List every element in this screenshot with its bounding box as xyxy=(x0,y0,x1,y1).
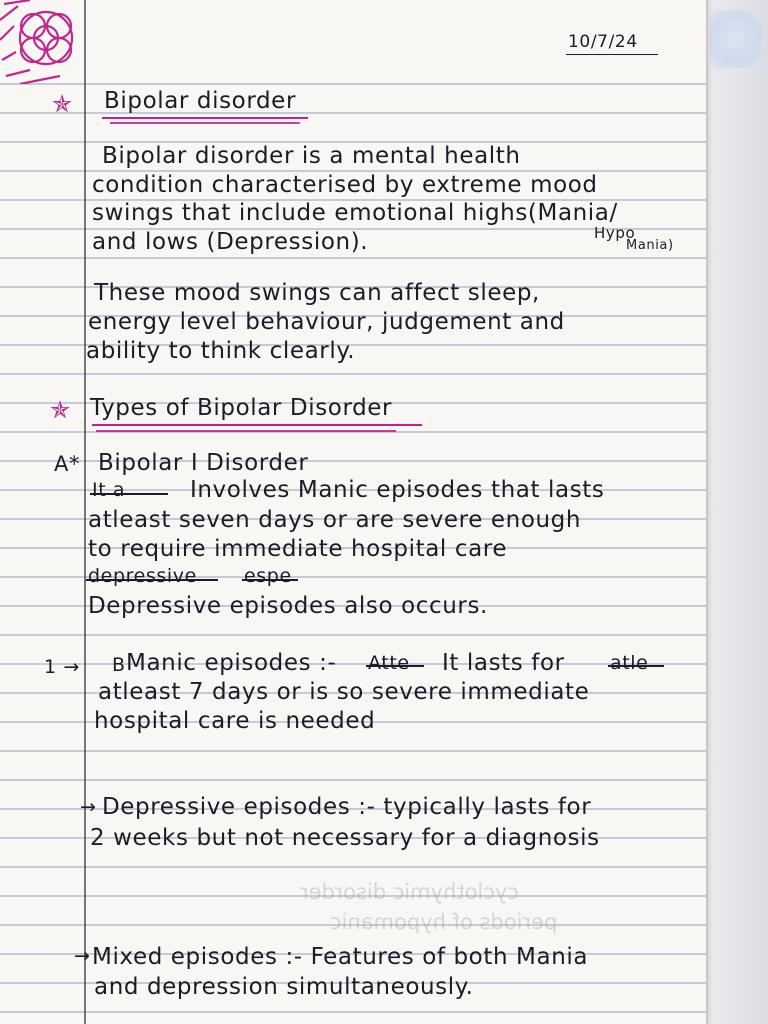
manic-strike1: Atte xyxy=(368,652,410,674)
depressive-marker: → xyxy=(80,796,97,818)
bipolar1-title: Bipolar I Disorder xyxy=(98,450,309,476)
para1-line3: swings that include emotional highs(Mania/ xyxy=(92,200,618,226)
star-icon: ✯ xyxy=(50,396,71,424)
background-object xyxy=(710,10,762,68)
bipolar1-strike2: depressive xyxy=(88,565,197,587)
heading-bipolar-disorder: Bipolar disorder xyxy=(104,88,296,114)
strike-line xyxy=(366,665,424,667)
heading2-underline-second xyxy=(96,430,396,432)
bipolar1-line1: Involves Manic episodes that lasts xyxy=(190,477,605,503)
para1-line2: condition characterised by extreme mood xyxy=(92,172,598,198)
heading-underline xyxy=(102,117,308,119)
strike-line xyxy=(608,665,664,667)
para2-line3: ability to think clearly. xyxy=(86,338,356,364)
mania-note: Mania) xyxy=(626,238,674,253)
heading2-underline xyxy=(92,424,422,426)
heading-types: Types of Bipolar Disorder xyxy=(90,395,393,421)
mixed-line1: Mixed episodes :- Features of both Mania xyxy=(92,944,589,970)
strike-line xyxy=(242,579,298,581)
hypo-note: Hypo xyxy=(594,224,636,242)
bleed-through-text: periods of hypomanic xyxy=(330,910,558,934)
para2-line2: energy level behaviour, judgement and xyxy=(88,309,565,335)
manic-line3: hospital care is needed xyxy=(94,708,376,734)
bipolar1-line2: atleast seven days or are severe enough xyxy=(88,507,582,533)
manic-text1: It lasts for xyxy=(442,650,565,676)
date-underline xyxy=(566,54,658,55)
bipolar1-marker: A* xyxy=(54,452,81,476)
depressive-line1: Depressive episodes :- typically lasts for xyxy=(102,794,592,820)
manic-label: Manic episodes :- xyxy=(126,650,337,676)
page-date: 10/7/24 xyxy=(568,32,638,52)
manic-line2: atleast 7 days or is so severe immediate xyxy=(98,679,590,705)
margin-line xyxy=(84,0,86,1024)
strike-line xyxy=(86,579,218,581)
bipolar1-line4: Depressive episodes also occurs. xyxy=(88,593,488,619)
bipolar1-strike1: It a xyxy=(92,479,126,501)
depressive-line2: 2 weeks but not necessary for a diagnosis xyxy=(90,825,600,851)
bipolar1-line3: to require immediate hospital care xyxy=(88,536,508,562)
background-strip xyxy=(702,0,768,1024)
strike-line xyxy=(90,493,168,495)
manic-marker: 1 → xyxy=(44,656,80,678)
heading-underline-second xyxy=(110,122,300,124)
para2-line1: These mood swings can affect sleep, xyxy=(94,280,540,306)
mixed-line2: and depression simultaneously. xyxy=(94,974,474,1000)
flower-doodle-icon xyxy=(0,0,90,84)
manic-strike2: atle xyxy=(610,652,649,674)
bleed-through-text: cyclothymic disorder xyxy=(300,880,519,904)
para1-line4: and lows (Depression). xyxy=(92,229,369,255)
mixed-marker: → xyxy=(74,945,91,967)
star-icon: ✯ xyxy=(52,90,73,118)
bipolar1-strike3: espe xyxy=(244,565,292,587)
para1-line1: Bipolar disorder is a mental health xyxy=(102,143,521,169)
manic-strike-b: B xyxy=(112,654,126,676)
